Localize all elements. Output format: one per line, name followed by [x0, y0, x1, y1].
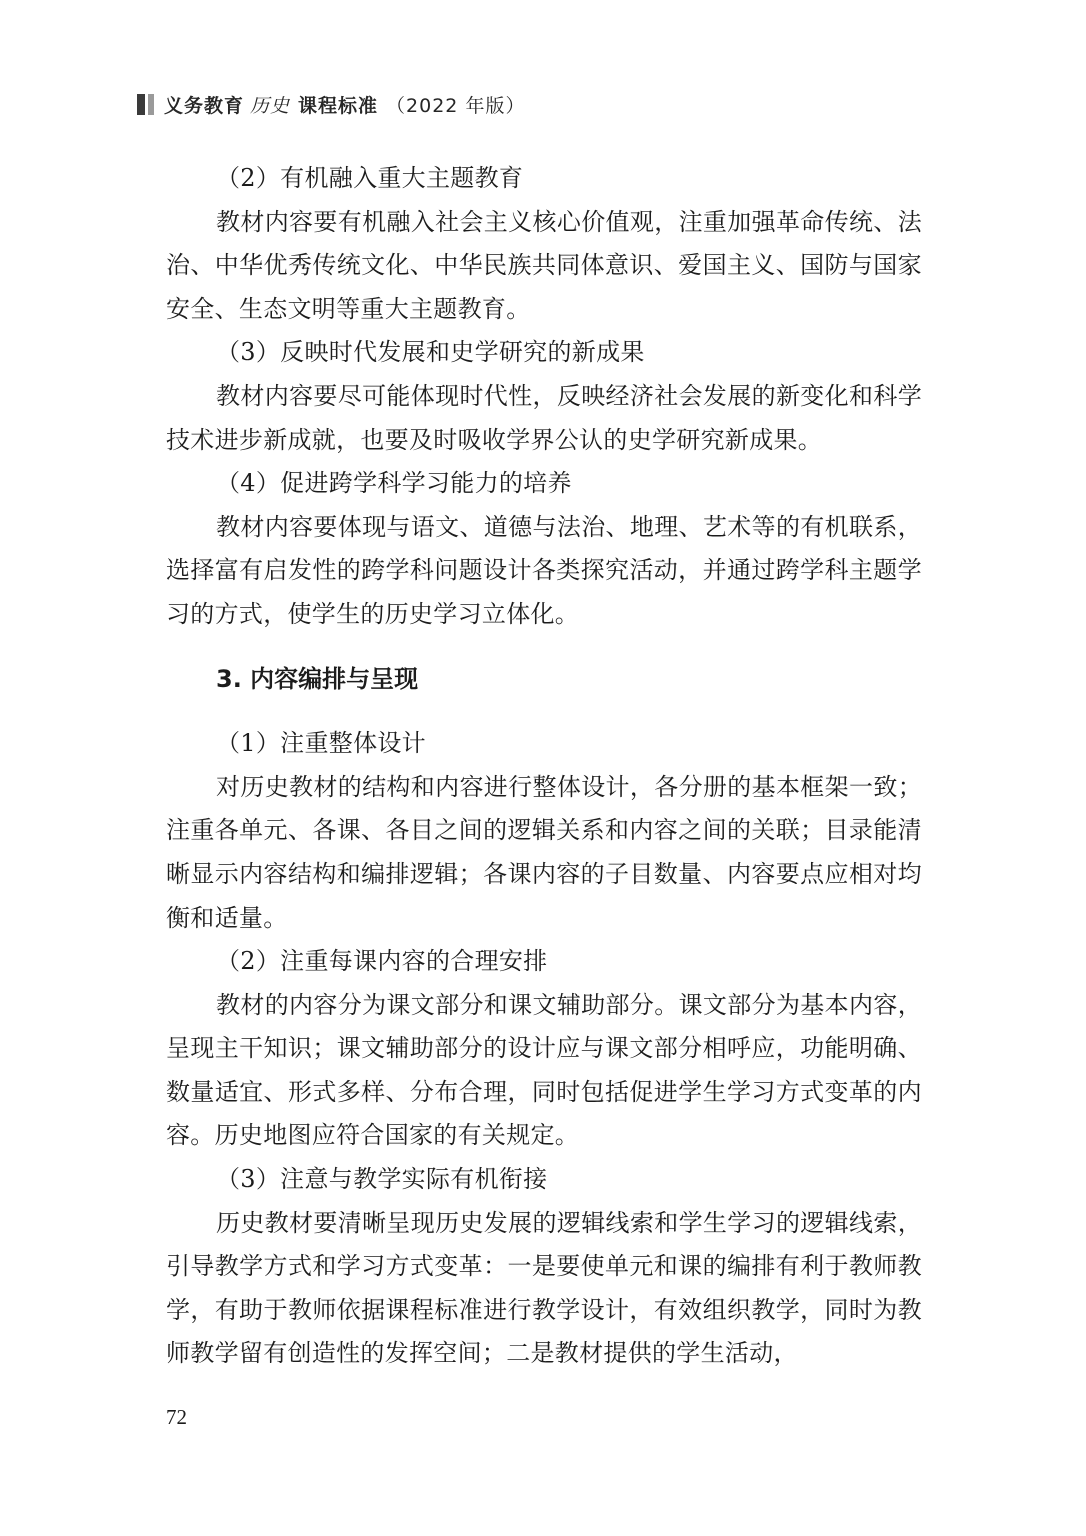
header-bar-dark [137, 94, 145, 115]
paragraph: 教材内容要有机融入社会主义核心价值观，注重加强革命传统、法治、中华优秀传统文化、中华民族共同体意识、爱国主义、国防与国家安全、生态文明等重大主题教育。 [166, 207, 922, 323]
subheading-1: （1）注重整体设计 [216, 729, 426, 758]
subheading-3b: （3）注意与教学实际有机衔接 [216, 1165, 548, 1194]
header-title-text: 课程标准 [298, 94, 379, 117]
subheading-3: （3）反映时代发展和史学研究的新成果 [216, 338, 645, 367]
running-header [137, 92, 525, 116]
header-bar-light [148, 94, 154, 115]
header-bars-icon [137, 94, 154, 115]
paragraph: 对历史教材的结构和内容进行整体设计，各分册的基本框架一致；注重各单元、各课、各目之间的逻辑关系和内容之间的关联；目录能清晰显示内容结构和编排逻辑；各课内容的子目数量、内容要点应相对均衡和适量。 [166, 772, 922, 932]
section-title: 3. 内容编排与呈现 [216, 664, 419, 693]
paragraph: 教材内容要尽可能体现时代性，反映经济社会发展的新变化和科学技术进步新成就，也要及时吸收学界公认的史学研究新成果。 [166, 381, 922, 454]
subheading-4: （4）促进跨学科学习能力的培养 [216, 469, 572, 498]
paragraph: 历史教材要清晰呈现历史发展的逻辑线索和学生学习的逻辑线索，引导教学方式和学习方式变革：一是要使单元和课的编排有利于教师教学，有助于教师依据课程标准进行教学设计，有效组织教学，同时为教师教学留有创造性的发挥空间；二是教材提供的学生活动， [166, 1208, 922, 1368]
paragraph: 教材内容要体现与语文、道德与法治、地理、艺术等的有机联系，选择富有启发性的跨学科问题设计各类探究活动，并通过跨学科主题学习的方式，使学生的历史学习立体化。 [166, 512, 922, 628]
header-title [164, 91, 525, 118]
paragraph: 教材的内容分为课文部分和课文辅助部分。课文部分为基本内容，呈现主干知识；课文辅助部分的设计应与课文部分相呼应，功能明确、数量适宜、形式多样、分布合理，同时包括促进学生学习方式变革的内容。历史地图应符合国家的有关规定。 [166, 990, 922, 1150]
header-series: 义务教育 [164, 94, 245, 117]
header-edition: （2022 年版） [386, 94, 526, 117]
subheading-2: （2）有机融入重大主题教育 [216, 164, 524, 192]
page-body [166, 157, 922, 1376]
header-subject: 历史 [250, 94, 291, 117]
subheading-2b: （2）注重每课内容的合理安排 [216, 947, 548, 976]
page-number: 72 [166, 1405, 187, 1429]
